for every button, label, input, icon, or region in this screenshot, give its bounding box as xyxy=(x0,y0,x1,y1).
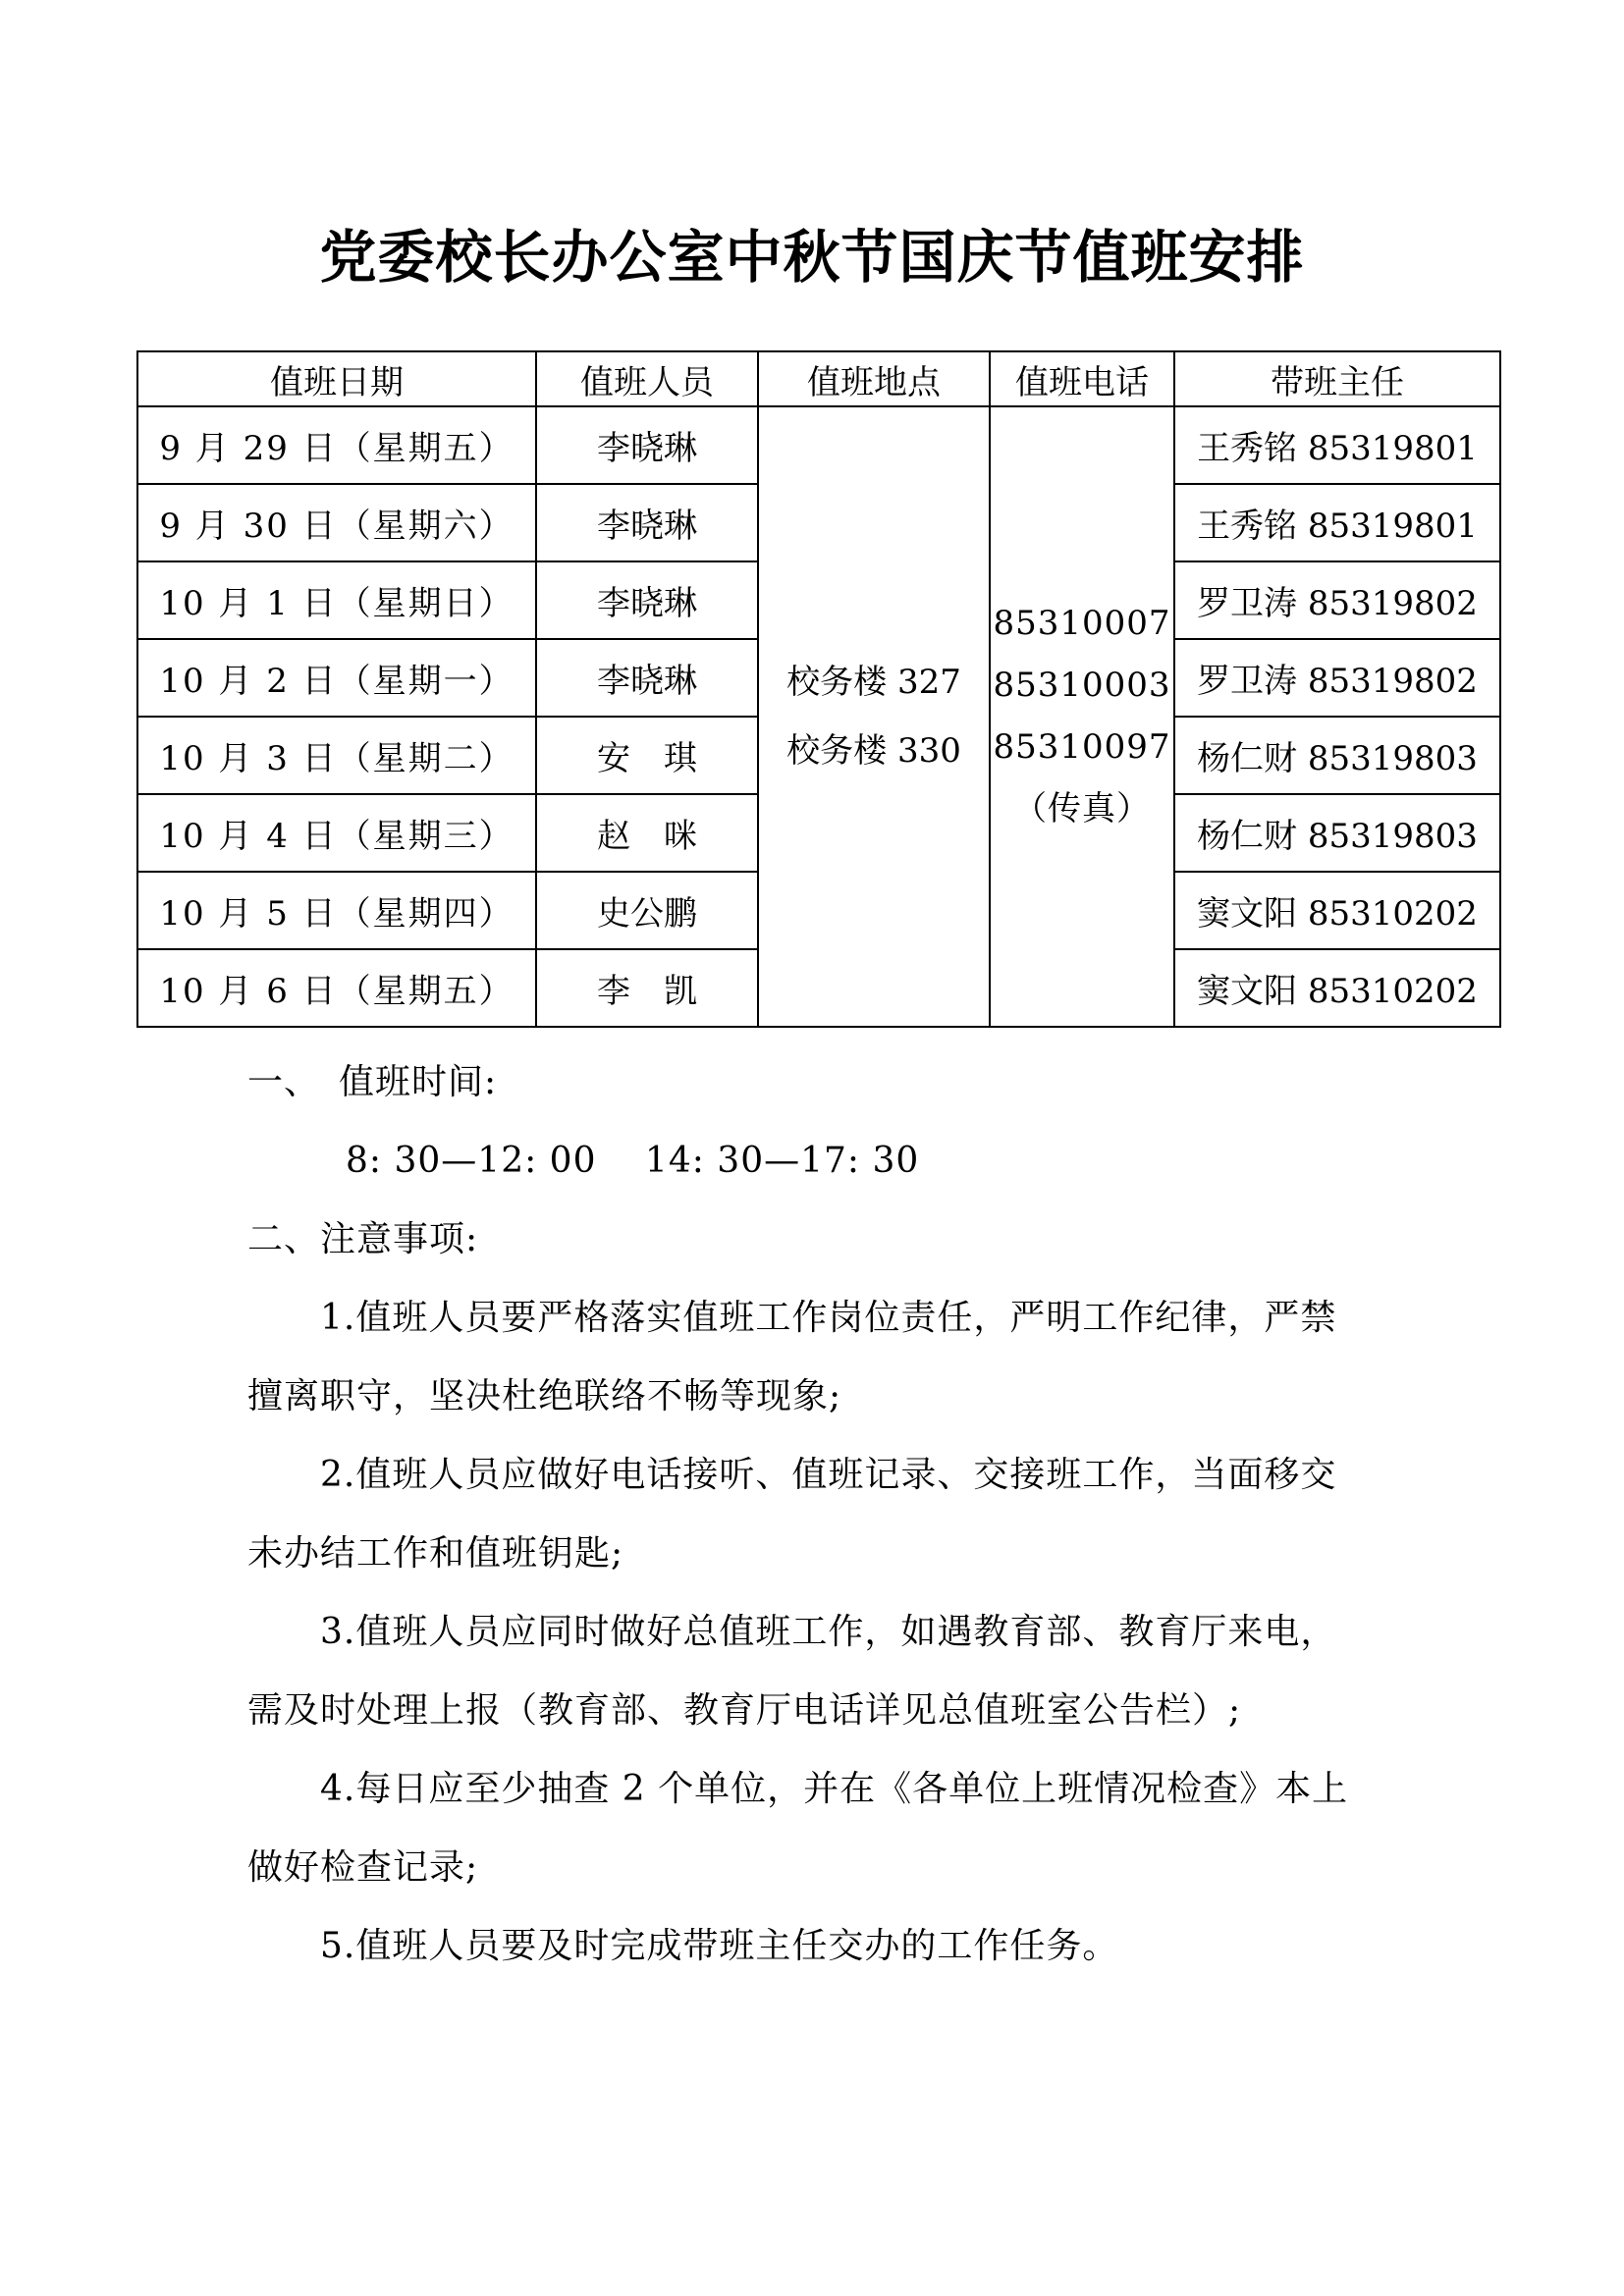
row-leader: 窦文阳 85310202 xyxy=(1174,872,1500,949)
row-staff: 李晓琳 xyxy=(536,406,758,484)
phone-note: （传真） xyxy=(1013,789,1151,828)
header-shift-leader: 带班主任 xyxy=(1174,351,1500,406)
note-line: 1.值班人员要严格落实值班工作岗位责任，严明工作纪律，严禁 xyxy=(320,1298,1337,1338)
note-line: 4.每日应至少抽查 2 个单位，并在《各单位上班情况检查》本上 xyxy=(320,1769,1349,1809)
header-duty-date: 值班日期 xyxy=(137,351,536,406)
row-date: 10 月 6 日（星期五） xyxy=(137,949,536,1027)
header-duty-staff: 值班人员 xyxy=(536,351,758,406)
header-duty-phone: 值班电话 xyxy=(990,351,1174,406)
duty-time-value: 8: 30—12: 00 14: 30—17: 30 xyxy=(346,1141,920,1181)
row-leader: 窦文阳 85310202 xyxy=(1174,949,1500,1027)
location-line: 校务楼 327 xyxy=(786,663,961,702)
row-leader: 王秀铭 85319801 xyxy=(1174,406,1500,484)
notes-heading: 二、注意事项: xyxy=(247,1219,479,1259)
row-staff: 赵 咪 xyxy=(536,794,758,872)
row-date: 10 月 1 日（星期日） xyxy=(137,561,536,639)
table-row xyxy=(137,406,1500,484)
note-line: 做好检查记录; xyxy=(247,1847,479,1888)
row-date: 10 月 5 日（星期四） xyxy=(137,872,536,949)
phone-line: 85310003 xyxy=(993,666,1171,705)
header-duty-location: 值班地点 xyxy=(758,351,990,406)
row-leader: 杨仁财 85319803 xyxy=(1174,717,1500,794)
row-leader: 杨仁财 85319803 xyxy=(1174,794,1500,872)
row-staff: 李晓琳 xyxy=(536,561,758,639)
row-date: 9 月 30 日（星期六） xyxy=(137,484,536,561)
row-staff: 史公鹏 xyxy=(536,872,758,949)
phone-line: 85310097 xyxy=(993,727,1171,767)
duty-phone-cell xyxy=(990,406,1174,1027)
duty-location-cell xyxy=(758,406,990,1027)
row-date: 10 月 4 日（星期三） xyxy=(137,794,536,872)
duty-time-heading: 一、 值班时间: xyxy=(247,1062,498,1102)
page-title: 党委校长办公室中秋节国庆节值班安排 xyxy=(319,224,1305,291)
row-staff: 李 凯 xyxy=(536,949,758,1027)
row-staff: 李晓琳 xyxy=(536,639,758,717)
row-leader: 罗卫涛 85319802 xyxy=(1174,561,1500,639)
row-leader: 罗卫涛 85319802 xyxy=(1174,639,1500,717)
note-line: 需及时处理上报（教育部、教育厅电话详见总值班室公告栏）; xyxy=(247,1690,1242,1731)
note-line: 3.值班人员应同时做好总值班工作，如遇教育部、教育厅来电， xyxy=(320,1612,1337,1652)
row-date: 10 月 2 日（星期一） xyxy=(137,639,536,717)
phone-line: 85310007 xyxy=(993,604,1171,643)
table-header-row xyxy=(137,351,1500,406)
note-line: 未办结工作和值班钥匙; xyxy=(247,1533,624,1574)
note-line: 5.值班人员要及时完成带班主任交办的工作任务。 xyxy=(320,1926,1119,1966)
row-date: 9 月 29 日（星期五） xyxy=(137,406,536,484)
location-line: 校务楼 330 xyxy=(786,731,961,771)
row-staff: 李晓琳 xyxy=(536,484,758,561)
note-line: 2.值班人员应做好电话接听、值班记录、交接班工作，当面移交 xyxy=(320,1455,1337,1495)
row-leader: 王秀铭 85319801 xyxy=(1174,484,1500,561)
row-date: 10 月 3 日（星期二） xyxy=(137,717,536,794)
row-staff: 安 琪 xyxy=(536,717,758,794)
duty-schedule-table xyxy=(136,350,1501,1028)
note-line: 擅离职守，坚决杜绝联络不畅等现象; xyxy=(247,1376,842,1416)
